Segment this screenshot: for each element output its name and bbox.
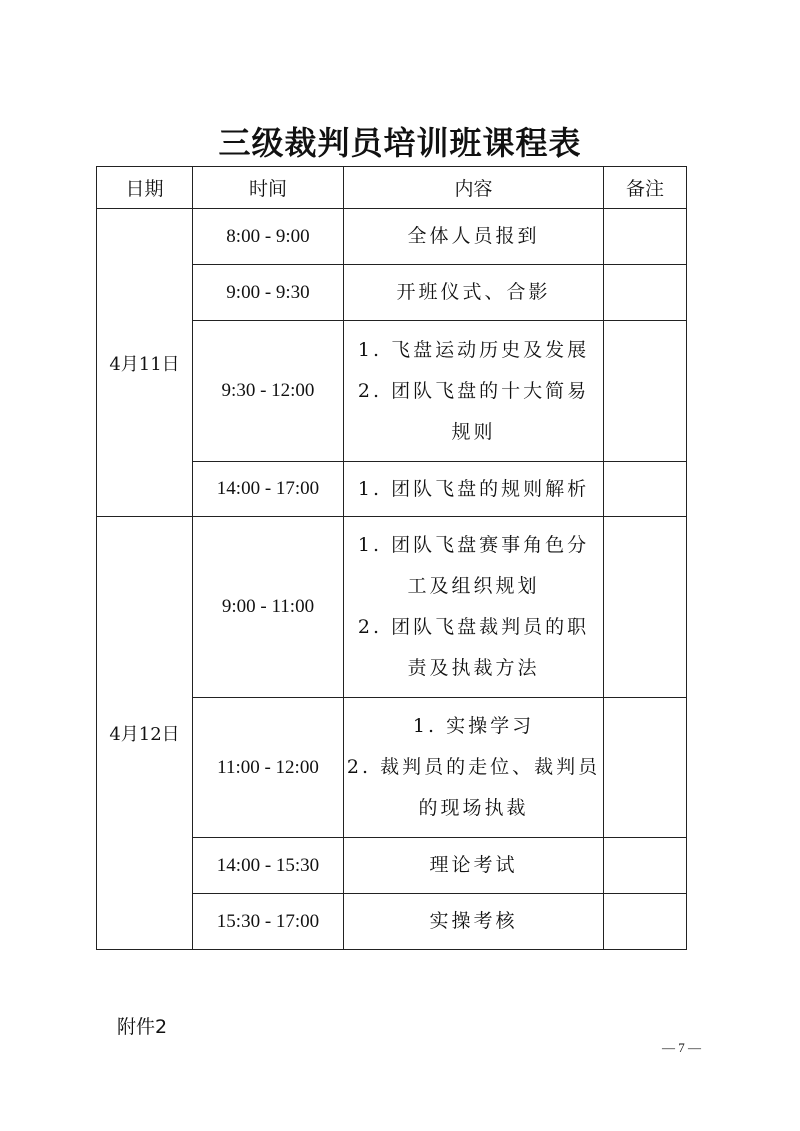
note-cell [604,698,687,838]
content-line: 实操考核 [429,910,518,932]
content-cell [344,517,604,698]
content-line: 理论考试 [429,854,518,876]
content-cell [344,698,604,838]
time-cell: 8:00 - 9:00 [193,209,344,265]
header-content: 内容 [344,167,604,209]
header-time: 时间 [193,167,344,209]
note-cell [604,321,687,462]
header-date: 日期 [97,167,193,209]
time-cell: 9:30 - 12:00 [193,321,344,462]
note-cell [604,462,687,517]
content-line: 2. 团队飞盘裁判员的职 [357,616,590,638]
page-number: — 7 — [662,1040,701,1055]
content-line: 2. 裁判员的走位、裁判员 [346,756,601,778]
note-cell [604,209,687,265]
table-header-row [97,167,687,209]
content-line: 工及组织规划 [407,575,540,597]
document-title: 三级裁判员培训班课程表 [218,124,582,162]
content-cell [344,265,604,321]
content-cell [344,894,604,950]
content-line: 开班仪式、合影 [396,281,551,303]
content-cell [344,209,604,265]
header-notes: 备注 [604,167,687,209]
attachment-label: 附件2 [117,1016,168,1038]
date-cell: 4月11日 [97,209,193,517]
content-line: 1. 团队飞盘的规则解析 [357,477,590,500]
content-line: 1. 团队飞盘赛事角色分 [357,534,590,556]
table-row [97,517,687,698]
content-cell [344,462,604,517]
table-row [97,209,687,265]
note-cell [604,838,687,894]
note-cell [604,894,687,950]
note-cell [604,265,687,321]
time-cell: 14:00 - 17:00 [193,462,344,517]
time-cell: 14:00 - 15:30 [193,838,344,894]
content-line: 1. 实操学习 [412,715,535,737]
time-cell: 9:00 - 11:00 [193,517,344,698]
content-line: 全体人员报到 [407,225,540,247]
content-cell [344,321,604,462]
content-line: 2. 团队飞盘的十大简易 [357,379,590,402]
time-cell: 11:00 - 12:00 [193,698,344,838]
course-schedule-table [96,166,687,950]
content-line: 的现场执裁 [418,797,529,819]
time-cell: 15:30 - 17:00 [193,894,344,950]
date-cell: 4月12日 [97,517,193,950]
note-cell [604,517,687,698]
content-line: 1. 飞盘运动历史及发展 [357,338,590,361]
content-line: 责及执裁方法 [407,657,540,679]
content-line: 规则 [451,420,496,443]
content-cell [344,838,604,894]
time-cell: 9:00 - 9:30 [193,265,344,321]
